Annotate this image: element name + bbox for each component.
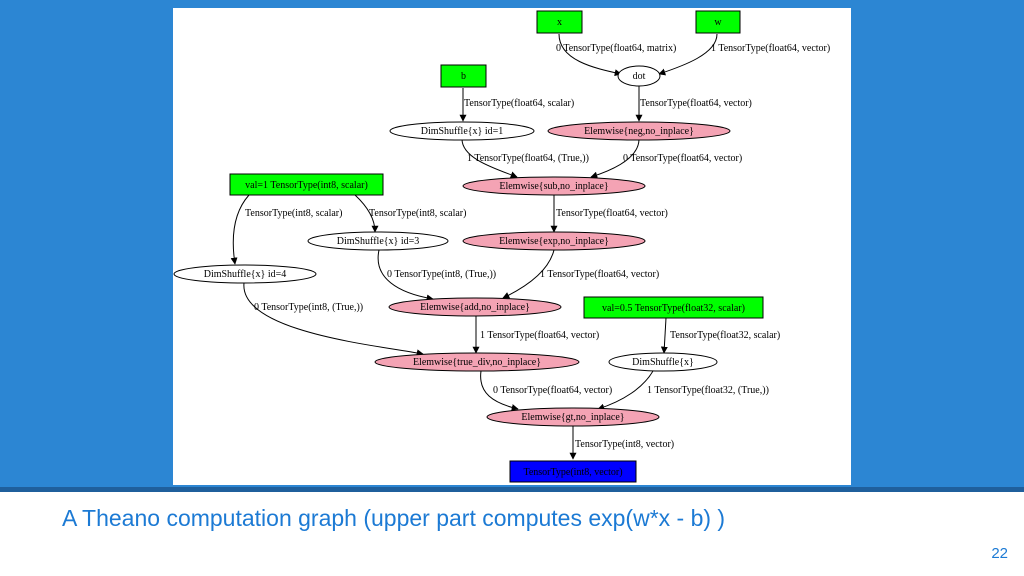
edge-label-x-dot: 0 TensorType(float64, matrix) <box>556 43 677 54</box>
node-dimshuffle-1-label: DimShuffle{x} id=1 <box>420 126 504 137</box>
edge-label-gt-output: TensorType(int8, vector) <box>575 439 675 450</box>
edge-label-val1-ds4: TensorType(int8, scalar) <box>245 208 343 219</box>
edge-label-sub-exp: TensorType(float64, vector) <box>556 208 668 219</box>
node-gt-label: Elemwise{gt,no_inplace} <box>521 412 625 423</box>
computation-graph-panel <box>173 8 851 485</box>
edge-x-dot <box>559 34 621 74</box>
node-w-label: w <box>714 17 722 28</box>
node-dimshuffle-3-label: DimShuffle{x} id=3 <box>336 236 420 247</box>
node-dimshuffle-4-label: DimShuffle{x} id=4 <box>203 269 287 280</box>
slide-divider <box>0 487 1024 492</box>
node-dimshuffle-x-label: DimShuffle{x} <box>632 357 694 368</box>
node-exp-label: Elemwise{exp,no_inplace} <box>499 236 609 247</box>
edge-label-val1-ds3: TensorType(int8, scalar) <box>369 208 467 219</box>
edge-val1-ds4 <box>233 195 249 264</box>
node-val05-label: val=0.5 TensorType(float32, scalar) <box>602 303 745 314</box>
node-b-label: b <box>461 71 466 82</box>
node-x-label: x <box>557 17 562 28</box>
node-add-label: Elemwise{add,no_inplace} <box>420 302 530 313</box>
edge-label-neg-sub: 0 TensorType(float64, vector) <box>623 153 743 164</box>
node-dot-label: dot <box>632 71 646 82</box>
node-neg-label: Elemwise{neg,no_inplace} <box>584 126 694 137</box>
slide-caption: A Theano computation graph (upper part computes exp(w*x - b) ) <box>62 505 726 531</box>
edge-label-b-ds1: TensorType(float64, scalar) <box>464 98 575 109</box>
edge-label-truediv-gt: 0 TensorType(float64, vector) <box>493 385 613 396</box>
node-val1-label: val=1 TensorType(int8, scalar) <box>245 180 368 191</box>
edge-label-val05-dsx: TensorType(float32, scalar) <box>670 330 781 341</box>
edge-label-dot-neg: TensorType(float64, vector) <box>640 98 752 109</box>
computation-graph <box>173 8 851 485</box>
edge-ds4-truediv <box>244 283 423 354</box>
edge-label-ds4-truediv: 0 TensorType(int8, (True,)) <box>254 302 364 313</box>
node-sub-label: Elemwise{sub,no_inplace} <box>499 181 609 192</box>
edge-label-exp-add: 1 TensorType(float64, vector) <box>540 269 660 280</box>
edge-label-add-truediv: 1 TensorType(float64, vector) <box>480 330 600 341</box>
edge-label-ds3-add: 0 TensorType(int8, (True,)) <box>387 269 497 280</box>
node-true-div-label: Elemwise{true_div,no_inplace} <box>412 357 542 368</box>
page-number: 22 <box>991 545 1008 562</box>
edge-w-dot <box>659 34 717 74</box>
edge-label-ds1-sub: 1 TensorType(float64, (True,)) <box>467 153 589 164</box>
edge-label-dsx-gt: 1 TensorType(float32, (True,)) <box>647 385 769 396</box>
node-output-label: TensorType(int8, vector) <box>523 467 623 478</box>
edge-label-w-dot: 1 TensorType(float64, vector) <box>711 43 831 54</box>
edge-val05-dsx <box>664 318 666 353</box>
